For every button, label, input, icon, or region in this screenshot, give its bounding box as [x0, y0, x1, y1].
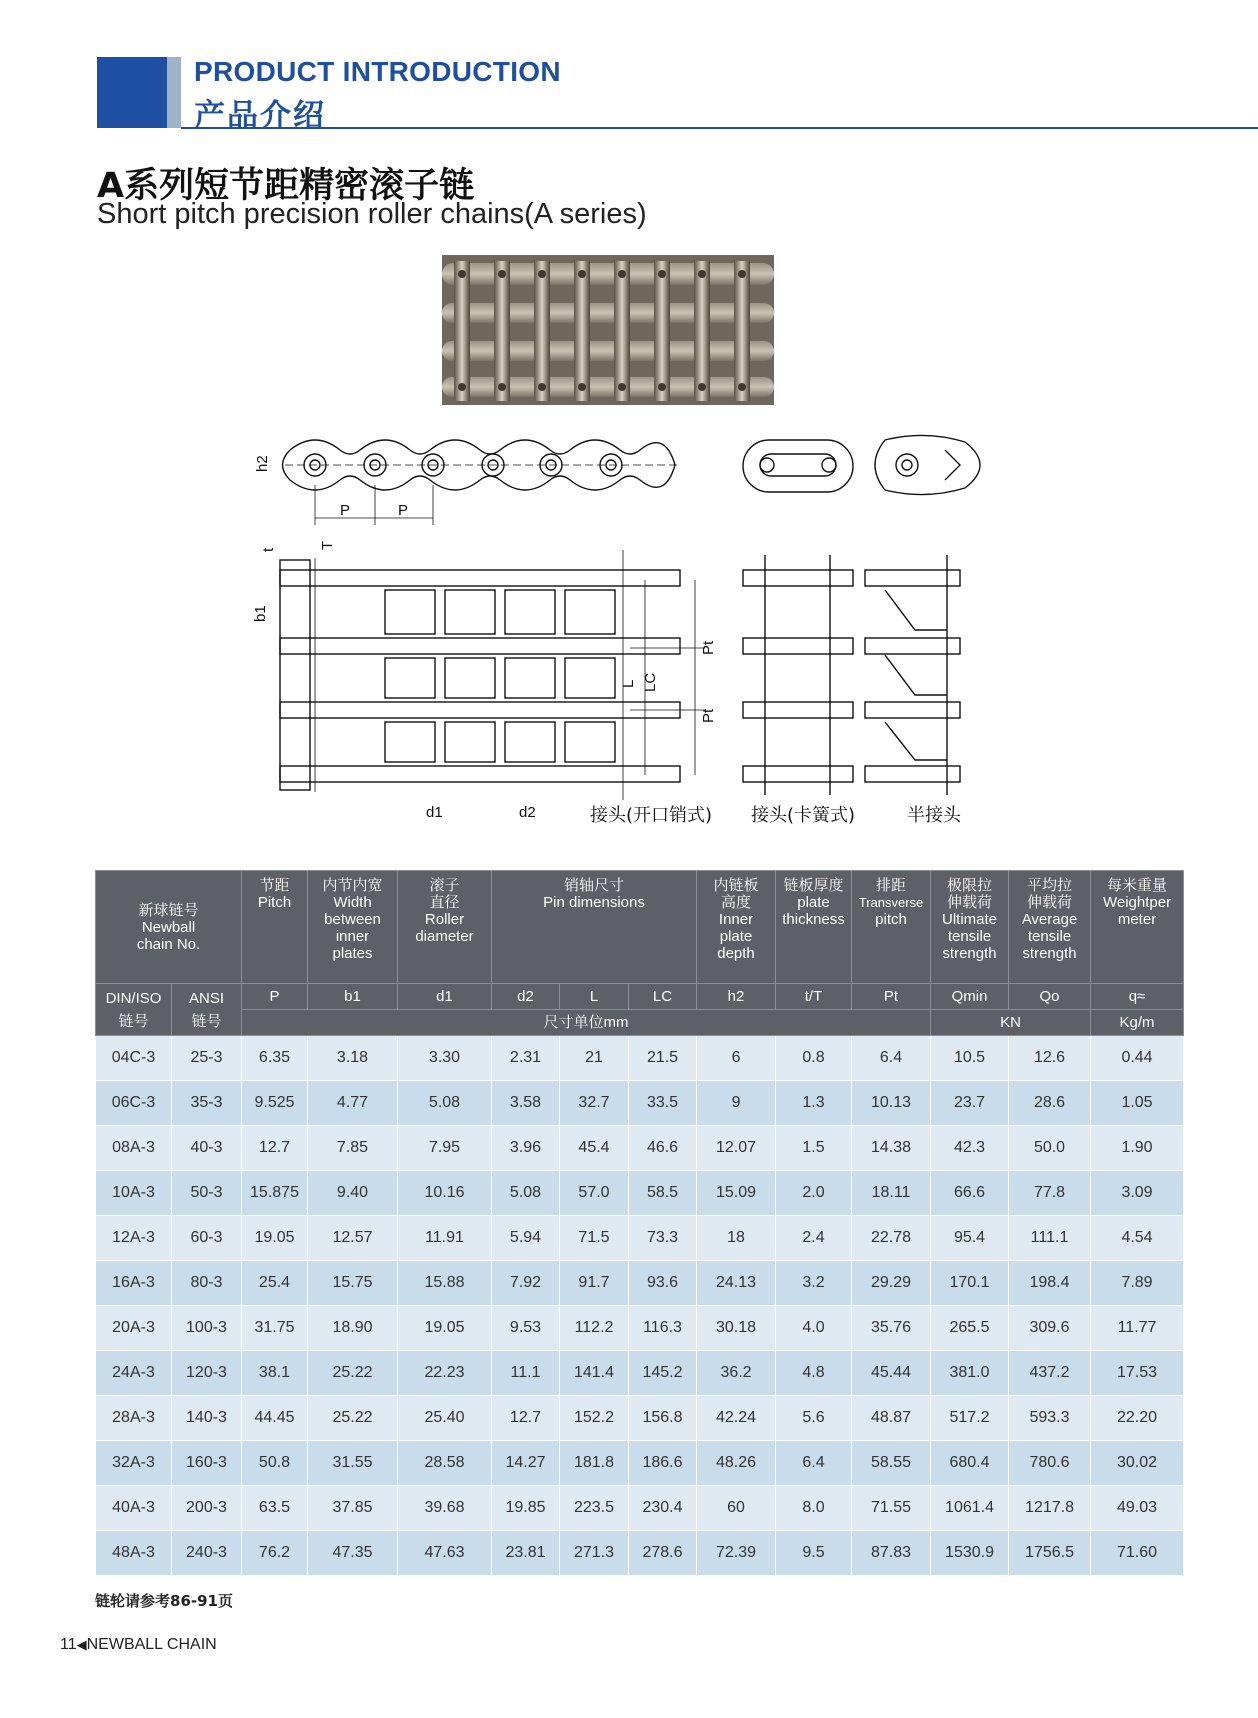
table-cell: 66.6 [931, 1171, 1009, 1216]
table-cell: 06C-3 [96, 1081, 172, 1126]
table-cell: 17.53 [1091, 1351, 1184, 1396]
th-unit-kn: KN [931, 1010, 1091, 1036]
table-cell: 152.2 [560, 1396, 629, 1441]
table-cell: 47.63 [398, 1531, 492, 1576]
table-cell: 60 [697, 1486, 776, 1531]
table-cell: 57.0 [560, 1171, 629, 1216]
label-joint2: 接头(卡簧式) [751, 805, 856, 826]
th-col-b1: b1 [308, 984, 398, 1010]
table-cell: 95.4 [931, 1216, 1009, 1261]
table-cell: 48.87 [852, 1396, 931, 1441]
table-cell: 18 [697, 1216, 776, 1261]
table-row [96, 1441, 1184, 1486]
table-row [96, 1531, 1184, 1576]
table-cell: 2.0 [776, 1171, 852, 1216]
th-ultimate: 极限拉 伸载荷 Ultimate tensile strength [931, 871, 1009, 984]
table-cell: 45.4 [560, 1126, 629, 1171]
table-cell: 230.4 [629, 1486, 697, 1531]
table-cell: 42.24 [697, 1396, 776, 1441]
table-cell: 49.03 [1091, 1486, 1184, 1531]
table-cell: 7.89 [1091, 1261, 1184, 1306]
label-pt1: Pt [700, 640, 717, 655]
th-col-qmin: Qmin [931, 984, 1009, 1010]
table-cell: 45.44 [852, 1351, 931, 1396]
table-cell: 76.2 [242, 1531, 308, 1576]
table-cell: 48.26 [697, 1441, 776, 1486]
table-cell: 11.91 [398, 1216, 492, 1261]
table-cell: 4.77 [308, 1081, 398, 1126]
table-cell: 141.4 [560, 1351, 629, 1396]
table-cell: 25.40 [398, 1396, 492, 1441]
table-cell: 11.77 [1091, 1306, 1184, 1351]
table-cell: 1061.4 [931, 1486, 1009, 1531]
th-col-h2: h2 [697, 984, 776, 1010]
table-cell: 12.57 [308, 1216, 398, 1261]
table-cell: 40A-3 [96, 1486, 172, 1531]
table-cell: 32A-3 [96, 1441, 172, 1486]
table-cell: 3.96 [492, 1126, 560, 1171]
table-cell: 14.27 [492, 1441, 560, 1486]
label-T: T [319, 540, 336, 550]
table-cell: 15.09 [697, 1171, 776, 1216]
table-cell: 08A-3 [96, 1126, 172, 1171]
table-cell: 39.68 [398, 1486, 492, 1531]
table-cell: 223.5 [560, 1486, 629, 1531]
table-cell: 4.0 [776, 1306, 852, 1351]
table-cell: 93.6 [629, 1261, 697, 1306]
label-joint3: 半接头 [907, 805, 961, 826]
table-cell: 593.3 [1009, 1396, 1091, 1441]
chain-photo [442, 255, 774, 405]
table-cell: 22.78 [852, 1216, 931, 1261]
table-cell: 35-3 [172, 1081, 242, 1126]
table-cell: 5.6 [776, 1396, 852, 1441]
page-title-en: Short pitch precision roller chains(A series) [97, 198, 647, 230]
table-cell: 46.6 [629, 1126, 697, 1171]
spec-table-body [96, 1036, 1184, 1576]
label-t: t [260, 547, 277, 552]
th-width: 内节内宽 Width between inner plates [308, 871, 398, 984]
table-cell: 1530.9 [931, 1531, 1009, 1576]
th-col-pt: Pt [852, 984, 931, 1010]
table-cell: 6.4 [776, 1441, 852, 1486]
table-cell: 12.7 [242, 1126, 308, 1171]
table-cell: 48A-3 [96, 1531, 172, 1576]
th-din: DIN/ISO 链号 [96, 984, 172, 1036]
table-cell: 7.85 [308, 1126, 398, 1171]
table-cell: 36.2 [697, 1351, 776, 1396]
table-cell: 2.31 [492, 1036, 560, 1081]
table-cell: 19.85 [492, 1486, 560, 1531]
table-cell: 5.08 [398, 1081, 492, 1126]
table-cell: 100-3 [172, 1306, 242, 1351]
table-cell: 3.18 [308, 1036, 398, 1081]
table-cell: 1756.5 [1009, 1531, 1091, 1576]
table-cell: 5.08 [492, 1171, 560, 1216]
chain-technical-drawing [235, 430, 1005, 835]
table-cell: 2.4 [776, 1216, 852, 1261]
table-cell: 0.8 [776, 1036, 852, 1081]
table-cell: 7.92 [492, 1261, 560, 1306]
table-cell: 72.39 [697, 1531, 776, 1576]
label-joint1: 接头(开口销式) [590, 805, 713, 826]
table-cell: 11.1 [492, 1351, 560, 1396]
table-cell: 6 [697, 1036, 776, 1081]
table-cell: 40-3 [172, 1126, 242, 1171]
table-cell: 71.55 [852, 1486, 931, 1531]
table-cell: 73.3 [629, 1216, 697, 1261]
table-cell: 1.3 [776, 1081, 852, 1126]
table-cell: 381.0 [931, 1351, 1009, 1396]
table-cell: 30.18 [697, 1306, 776, 1351]
table-cell: 10.16 [398, 1171, 492, 1216]
th-pitch: 节距 Pitch [242, 871, 308, 984]
label-b1: b1 [252, 605, 269, 622]
table-cell: 47.35 [308, 1531, 398, 1576]
table-cell: 25.22 [308, 1396, 398, 1441]
table-cell: 23.7 [931, 1081, 1009, 1126]
table-cell: 28.6 [1009, 1081, 1091, 1126]
table-cell: 63.5 [242, 1486, 308, 1531]
table-cell: 9.525 [242, 1081, 308, 1126]
table-row [96, 1261, 1184, 1306]
table-cell: 170.1 [931, 1261, 1009, 1306]
table-cell: 50-3 [172, 1171, 242, 1216]
table-cell: 28A-3 [96, 1396, 172, 1441]
th-col-p: P [242, 984, 308, 1010]
table-cell: 3.58 [492, 1081, 560, 1126]
table-cell: 60-3 [172, 1216, 242, 1261]
table-cell: 25.22 [308, 1351, 398, 1396]
table-cell: 278.6 [629, 1531, 697, 1576]
label-p1: P [340, 502, 351, 519]
table-cell: 91.7 [560, 1261, 629, 1306]
th-pin: 销轴尺寸 Pin dimensions [492, 871, 697, 984]
th-col-q: q≈ [1091, 984, 1184, 1010]
th-unit-mm: 尺寸单位mm [242, 1010, 931, 1036]
table-cell: 24.13 [697, 1261, 776, 1306]
table-cell: 1217.8 [1009, 1486, 1091, 1531]
table-row [96, 1171, 1184, 1216]
table-cell: 116.3 [629, 1306, 697, 1351]
table-cell: 22.23 [398, 1351, 492, 1396]
table-cell: 517.2 [931, 1396, 1009, 1441]
label-L: L [620, 679, 637, 688]
table-cell: 6.4 [852, 1036, 931, 1081]
table-cell: 25.4 [242, 1261, 308, 1306]
table-row [96, 1396, 1184, 1441]
table-cell: 780.6 [1009, 1441, 1091, 1486]
table-cell: 437.2 [1009, 1351, 1091, 1396]
table-cell: 265.5 [931, 1306, 1009, 1351]
table-cell: 44.45 [242, 1396, 308, 1441]
table-cell: 10.5 [931, 1036, 1009, 1081]
header-title-en: PRODUCT INTRODUCTION [194, 56, 561, 87]
table-cell: 112.2 [560, 1306, 629, 1351]
table-cell: 50.0 [1009, 1126, 1091, 1171]
table-cell: 32.7 [560, 1081, 629, 1126]
table-cell: 198.4 [1009, 1261, 1091, 1306]
table-cell: 38.1 [242, 1351, 308, 1396]
table-cell: 28.58 [398, 1441, 492, 1486]
table-cell: 12A-3 [96, 1216, 172, 1261]
table-row [96, 1306, 1184, 1351]
table-cell: 87.83 [852, 1531, 931, 1576]
th-average: 平均拉 伸载荷 Average tensile strength [1009, 871, 1091, 984]
table-cell: 21.5 [629, 1036, 697, 1081]
table-cell: 160-3 [172, 1441, 242, 1486]
th-plate-depth: 内链板 高度 Inner plate depth [697, 871, 776, 984]
header-accent-stripe [167, 57, 181, 128]
table-cell: 5.94 [492, 1216, 560, 1261]
table-cell: 25-3 [172, 1036, 242, 1081]
table-cell: 12.7 [492, 1396, 560, 1441]
label-d2: d2 [519, 804, 536, 821]
table-cell: 186.6 [629, 1441, 697, 1486]
table-cell: 9.53 [492, 1306, 560, 1351]
table-cell: 3.09 [1091, 1171, 1184, 1216]
table-cell: 20A-3 [96, 1306, 172, 1351]
th-chain-no: 新球链号 Newball chain No. [96, 871, 242, 984]
page-footer [60, 1636, 217, 1654]
table-cell: 15.75 [308, 1261, 398, 1306]
spec-table-wrapper [95, 870, 1183, 1576]
table-cell: 1.05 [1091, 1081, 1184, 1126]
table-cell: 33.5 [629, 1081, 697, 1126]
table-cell: 19.05 [398, 1306, 492, 1351]
table-cell: 680.4 [931, 1441, 1009, 1486]
table-cell: 200-3 [172, 1486, 242, 1531]
table-cell: 0.44 [1091, 1036, 1184, 1081]
table-cell: 14.38 [852, 1126, 931, 1171]
table-cell: 30.02 [1091, 1441, 1184, 1486]
table-cell: 71.5 [560, 1216, 629, 1261]
label-p2: P [398, 502, 409, 519]
brand-name: NEWBALL CHAIN [86, 1636, 217, 1653]
table-cell: 24A-3 [96, 1351, 172, 1396]
table-cell: 309.6 [1009, 1306, 1091, 1351]
th-unit-kg: Kg/m [1091, 1010, 1184, 1036]
table-cell: 77.8 [1009, 1171, 1091, 1216]
header-accent-bar [97, 57, 167, 128]
table-cell: 16A-3 [96, 1261, 172, 1306]
table-cell: 37.85 [308, 1486, 398, 1531]
table-row [96, 1486, 1184, 1531]
table-cell: 50.8 [242, 1441, 308, 1486]
table-cell: 9.40 [308, 1171, 398, 1216]
arrow-left-icon: ◀ [76, 1637, 87, 1652]
table-cell: 23.81 [492, 1531, 560, 1576]
table-cell: 9.5 [776, 1531, 852, 1576]
sprocket-note: 链轮请参考86-91页 [95, 1592, 233, 1610]
table-cell: 22.20 [1091, 1396, 1184, 1441]
th-roller: 滚子 直径 Roller diameter [398, 871, 492, 984]
table-cell: 240-3 [172, 1531, 242, 1576]
table-cell: 18.90 [308, 1306, 398, 1351]
table-cell: 15.88 [398, 1261, 492, 1306]
table-row [96, 1036, 1184, 1081]
table-cell: 80-3 [172, 1261, 242, 1306]
page-title-cn: A系列短节距精密滚子链 [97, 166, 475, 206]
table-cell: 4.8 [776, 1351, 852, 1396]
label-LC: LC [642, 672, 659, 692]
table-cell: 9 [697, 1081, 776, 1126]
header-title-cn: 产品介绍 [194, 98, 326, 134]
table-row [96, 1081, 1184, 1126]
th-ansi: ANSI 链号 [172, 984, 242, 1036]
table-cell: 29.29 [852, 1261, 931, 1306]
table-cell: 7.95 [398, 1126, 492, 1171]
th-col-qo: Qo [1009, 984, 1091, 1010]
table-cell: 35.76 [852, 1306, 931, 1351]
table-cell: 156.8 [629, 1396, 697, 1441]
th-transverse: 排距 Transverse pitch [852, 871, 931, 984]
table-row [96, 1126, 1184, 1171]
table-cell: 140-3 [172, 1396, 242, 1441]
th-col-t: t/T [776, 984, 852, 1010]
table-cell: 181.8 [560, 1441, 629, 1486]
table-cell: 6.35 [242, 1036, 308, 1081]
label-h2: h2 [254, 455, 271, 472]
label-pt2: Pt [700, 708, 717, 723]
table-cell: 4.54 [1091, 1216, 1184, 1261]
table-cell: 21 [560, 1036, 629, 1081]
table-cell: 1.90 [1091, 1126, 1184, 1171]
th-col-l: L [560, 984, 629, 1010]
th-col-lc: LC [629, 984, 697, 1010]
table-cell: 3.2 [776, 1261, 852, 1306]
table-cell: 15.875 [242, 1171, 308, 1216]
table-cell: 19.05 [242, 1216, 308, 1261]
table-cell: 58.55 [852, 1441, 931, 1486]
table-cell: 12.07 [697, 1126, 776, 1171]
table-cell: 31.55 [308, 1441, 398, 1486]
th-col-d1: d1 [398, 984, 492, 1010]
table-row [96, 1351, 1184, 1396]
page-number: 11 [60, 1636, 77, 1653]
table-cell: 42.3 [931, 1126, 1009, 1171]
table-cell: 10.13 [852, 1081, 931, 1126]
table-cell: 8.0 [776, 1486, 852, 1531]
th-thickness: 链板厚度 plate thickness [776, 871, 852, 984]
table-cell: 04C-3 [96, 1036, 172, 1081]
table-cell: 58.5 [629, 1171, 697, 1216]
label-d1: d1 [426, 804, 443, 821]
th-weight: 每米重量 Weightper meter [1091, 871, 1184, 984]
table-cell: 71.60 [1091, 1531, 1184, 1576]
spec-table [95, 870, 1184, 1576]
table-cell: 31.75 [242, 1306, 308, 1351]
table-cell: 145.2 [629, 1351, 697, 1396]
table-cell: 120-3 [172, 1351, 242, 1396]
table-row [96, 1216, 1184, 1261]
table-cell: 1.5 [776, 1126, 852, 1171]
table-cell: 271.3 [560, 1531, 629, 1576]
table-cell: 3.30 [398, 1036, 492, 1081]
table-cell: 18.11 [852, 1171, 931, 1216]
table-cell: 111.1 [1009, 1216, 1091, 1261]
header-rule [181, 127, 1258, 129]
table-cell: 10A-3 [96, 1171, 172, 1216]
table-cell: 12.6 [1009, 1036, 1091, 1081]
th-col-d2: d2 [492, 984, 560, 1010]
